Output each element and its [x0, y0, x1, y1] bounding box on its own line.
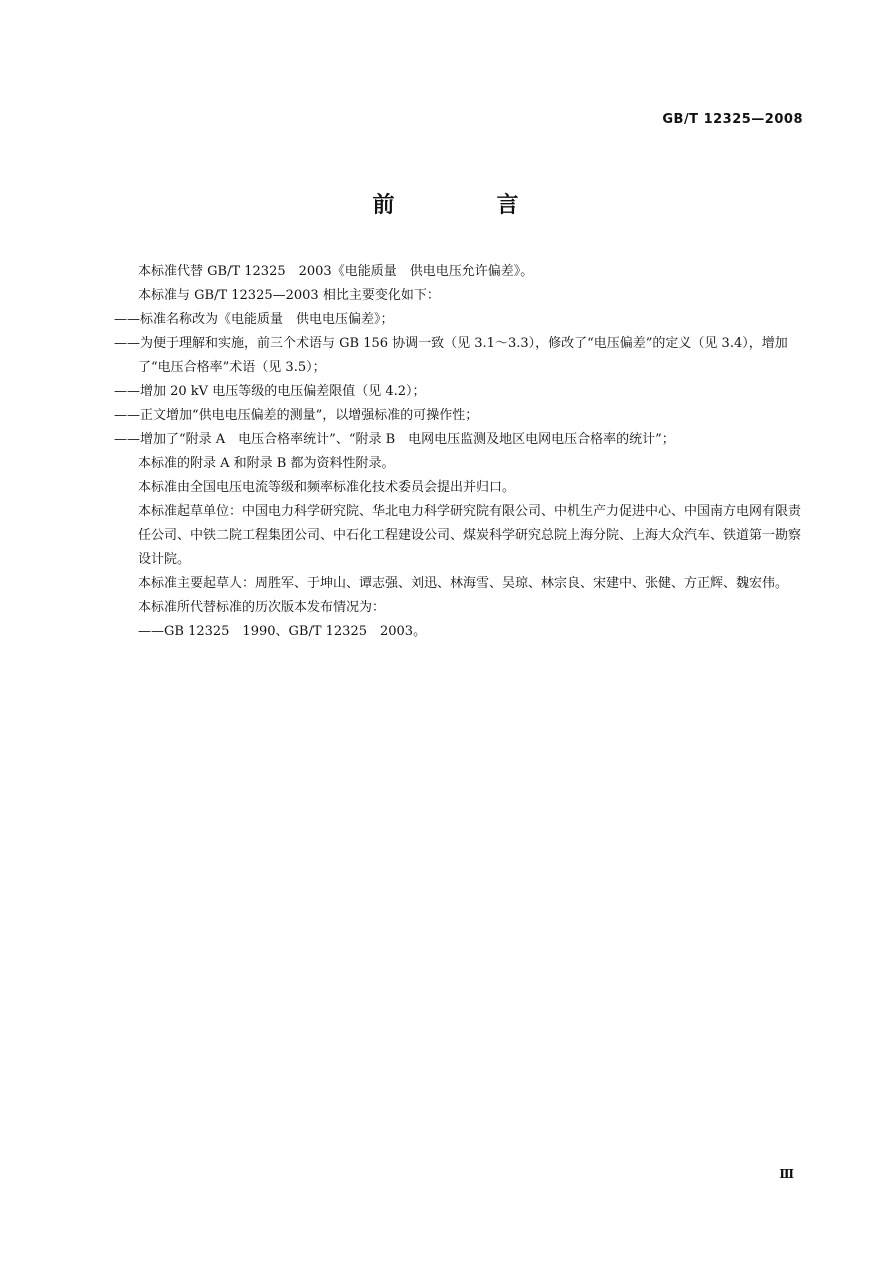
document-body	[114, 260, 804, 644]
paragraph-drafters: 本标准主要起草人：周胜军、于坤山、谭志强、刘迅、林海雪、吴琼、林宗良、宋建中、张健、方正辉、魏宏伟。	[138, 576, 789, 591]
change-item-1: ——标准名称改为《电能质量 供电电压偏差》；	[114, 312, 394, 327]
page-number: Ⅲ	[779, 1167, 794, 1181]
paragraph-proposer: 本标准由全国电压电流等级和频率标准化技术委员会提出并归口。	[138, 480, 516, 495]
paragraph-history-intro: 本标准所代替标准的历次版本发布情况为：	[138, 600, 386, 615]
paragraph-drafting-units: 本标准起草单位：中国电力科学研究院、华北电力科学研究院有限公司、中机生产力促进中心、中国南方电网有限责任公司、中铁二院工程集团公司、中石化工程建设公司、煤炭科学研究总院上海分院、上海大众汽车、铁道第一勘察设计院。	[138, 504, 802, 567]
change-item-3: ——增加 20 kV 电压等级的电压偏差限值（见 4.2）；	[114, 384, 426, 399]
paragraph-appendices: 本标准的附录 A 和附录 B 都为资料性附录。	[138, 456, 395, 471]
document-code: GB/T 12325—2008	[662, 112, 803, 127]
paragraph-history-list: ——GB 12325 1990、GB/T 12325 2003。	[138, 624, 427, 639]
paragraph-changes-intro: 本标准与 GB/T 12325—2003 相比主要变化如下：	[138, 288, 440, 303]
paragraph-replaces: 本标准代替 GB/T 12325 2003《电能质量 供电电压允许偏差》。	[138, 264, 534, 279]
change-item-2: ——为便于理解和实施，前三个术语与 GB 156 协调一致（见 3.1～3.3），修改了“电压偏差”的定义（见 3.4），增加了“电压合格率”术语（见 3.5）；	[114, 336, 788, 375]
change-item-4: ——正文增加“供电电压偏差的测量”，以增强标准的可操作性；	[114, 408, 479, 423]
page-title: 前 言	[372, 193, 559, 218]
change-item-5: ——增加了“附录 A 电压合格率统计”、“附录 B 电网电压监测及地区电网电压合格率的统计”；	[114, 432, 675, 447]
